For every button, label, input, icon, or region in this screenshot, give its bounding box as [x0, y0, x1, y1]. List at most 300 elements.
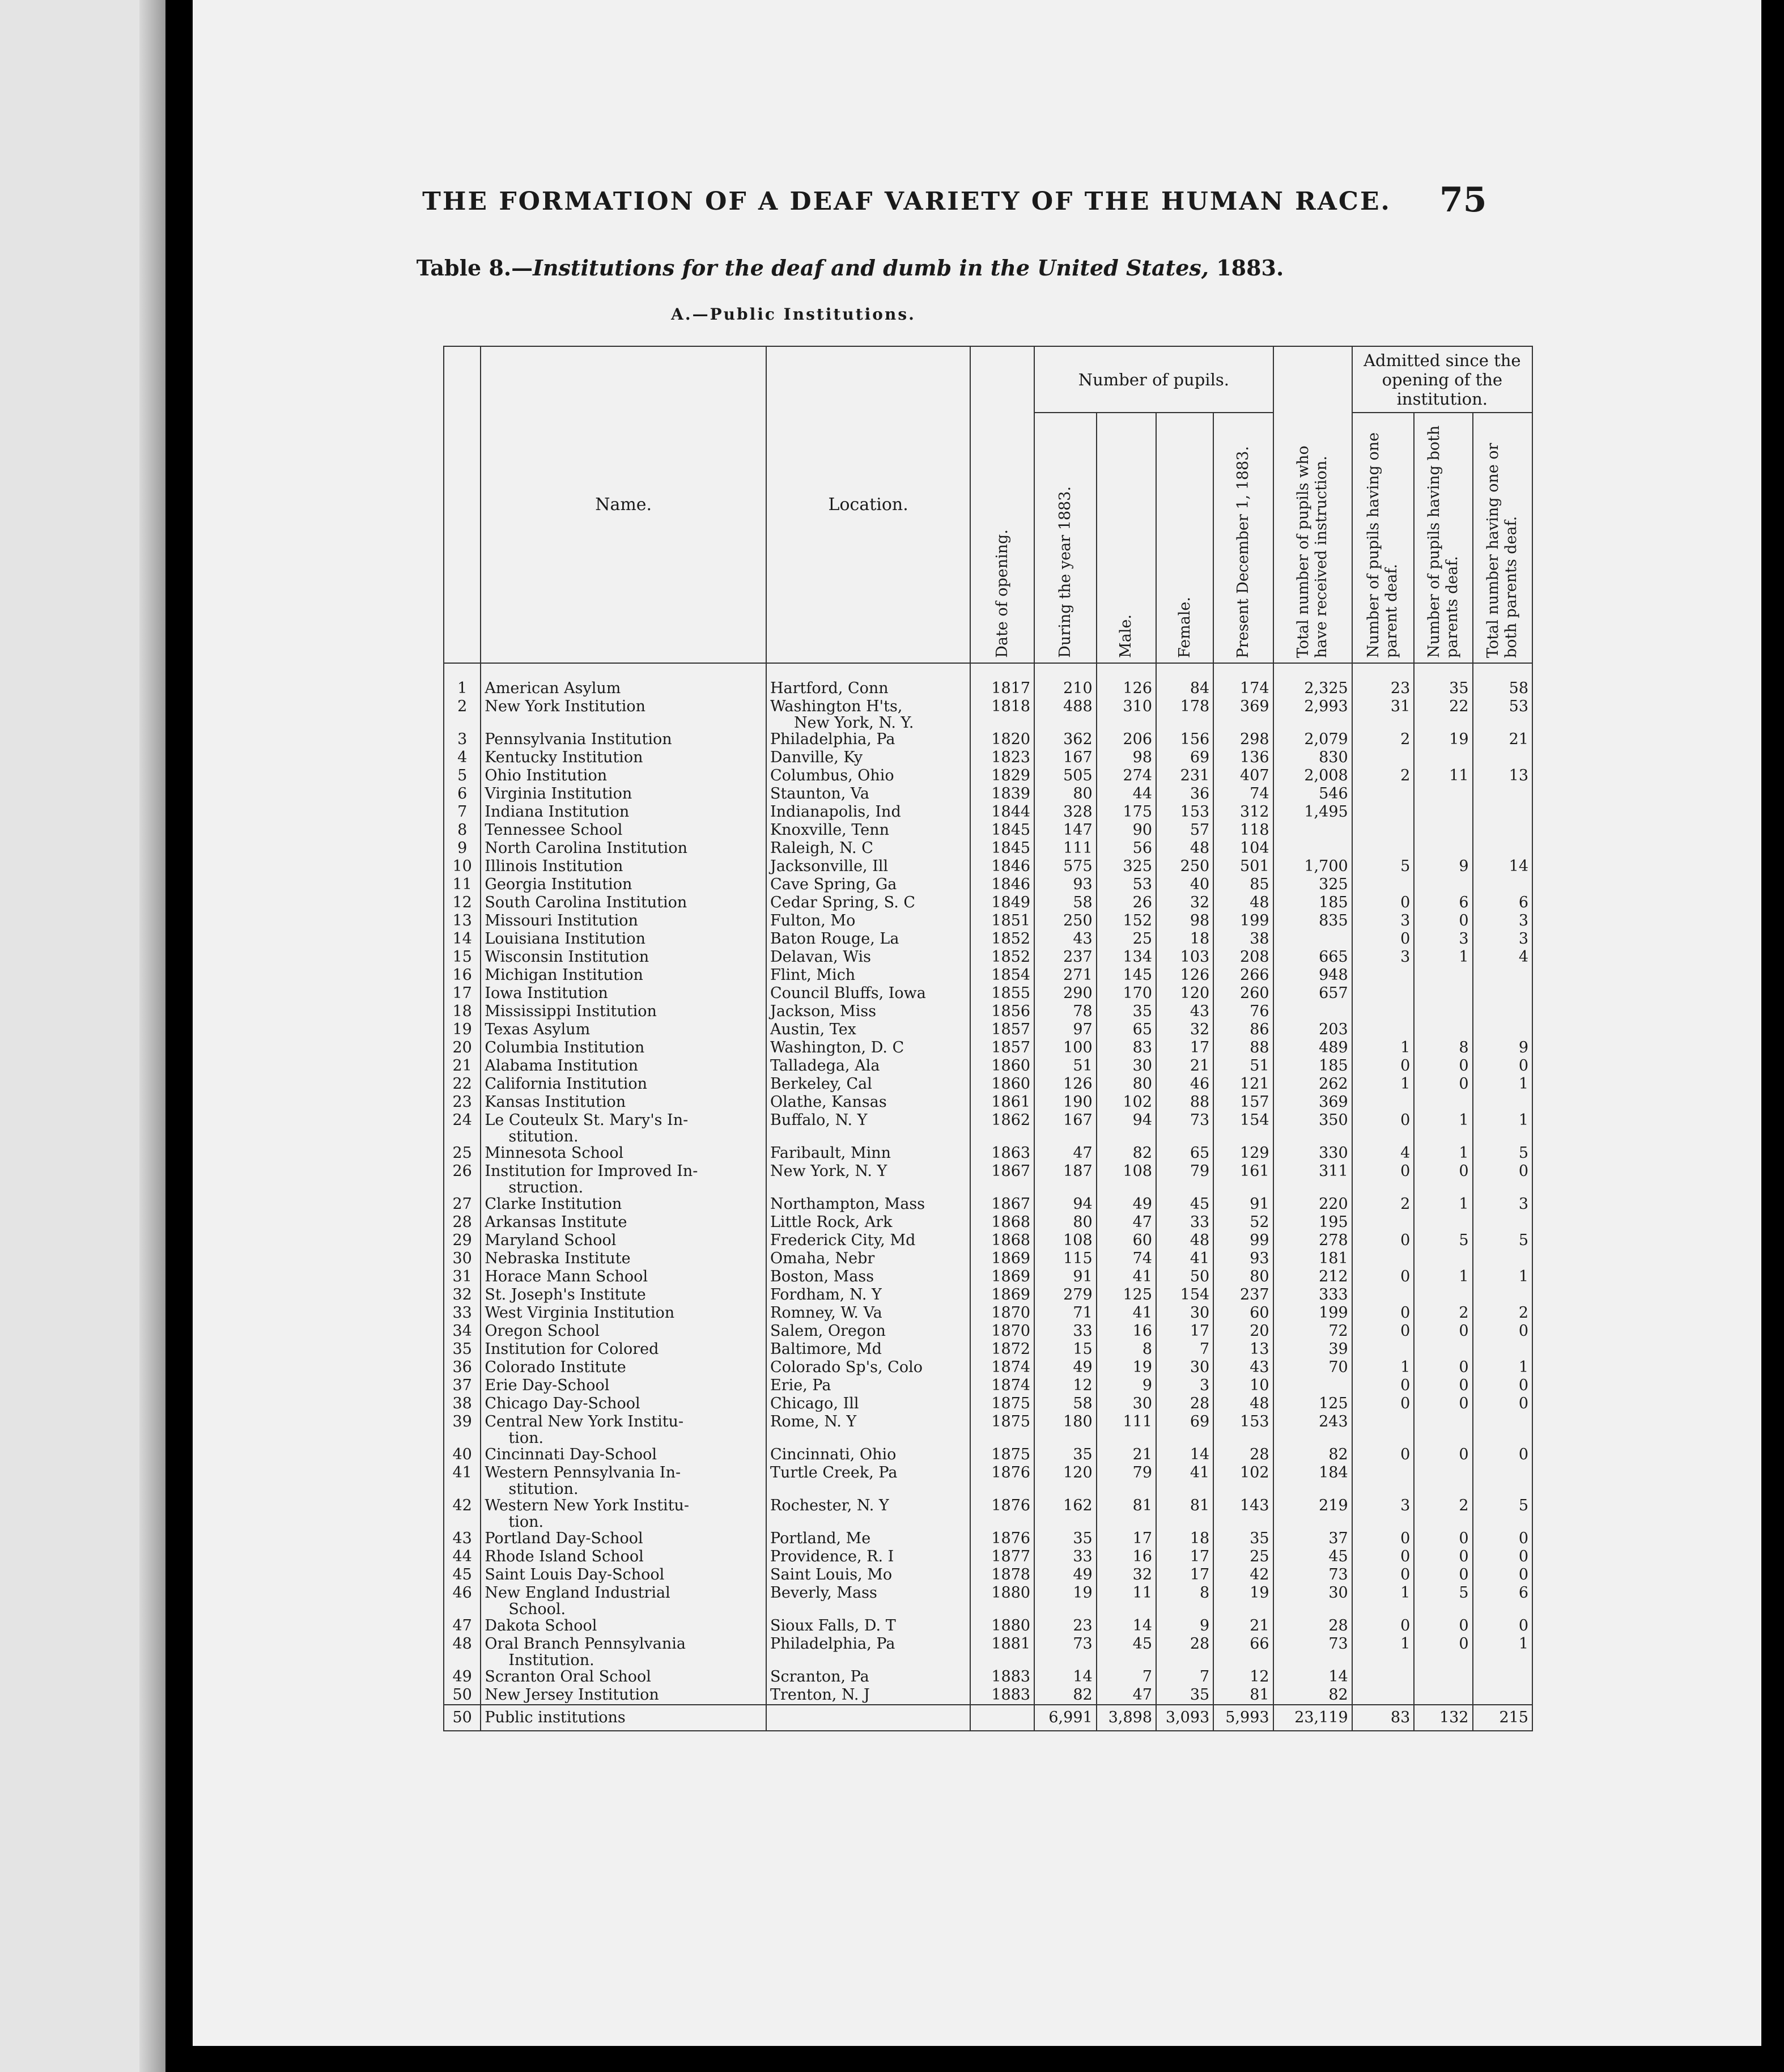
total-received-cell — [1273, 1377, 1352, 1395]
institution-name-cell: California Institution — [481, 1075, 766, 1093]
institution-name-continuation: tion. — [481, 1515, 766, 1530]
pupils-present-cell: 501 — [1213, 857, 1273, 876]
header-present — [1213, 413, 1273, 663]
pupils-female-cell: 17 — [1156, 1566, 1213, 1584]
pupils-during-year-cell: 73 — [1034, 1635, 1097, 1653]
empty-cell — [1034, 716, 1097, 731]
location-cell: Columbus, Ohio — [766, 767, 970, 785]
date-of-opening-cell: 1849 — [970, 894, 1034, 912]
pupils-female-cell: 3 — [1156, 1377, 1213, 1395]
table-row — [444, 1340, 1532, 1358]
institution-name-cell: Missouri Institution — [481, 912, 766, 930]
empty-cell — [1352, 1181, 1415, 1195]
both-parents-deaf-cell: 6 — [1414, 894, 1472, 912]
total-received-cell: 39 — [1273, 1340, 1352, 1358]
row-index-cell: 13 — [444, 912, 481, 930]
row-index-cell: 30 — [444, 1250, 481, 1268]
pupils-present-cell: 298 — [1213, 731, 1273, 749]
table-row — [444, 767, 1532, 785]
row-index-cell: 46 — [444, 1584, 481, 1602]
total-parents-deaf-cell: 0 — [1473, 1162, 1533, 1181]
location-cell: Sioux Falls, D. T — [766, 1617, 970, 1635]
pupils-during-year-cell: 100 — [1034, 1039, 1097, 1057]
pupils-female-cell: 43 — [1156, 1003, 1213, 1021]
date-of-opening-cell: 1875 — [970, 1413, 1034, 1431]
total-parents-deaf-cell: 4 — [1473, 948, 1533, 966]
one-parent-deaf-cell: 3 — [1352, 1497, 1415, 1515]
empty-cell — [444, 1431, 481, 1446]
institution-name-cell: Columbia Institution — [481, 1039, 766, 1057]
pupils-present-cell: 81 — [1213, 1686, 1273, 1705]
pupils-male-cell: 94 — [1097, 1111, 1156, 1130]
pupils-female-cell: 250 — [1156, 857, 1213, 876]
pupils-present-cell: 161 — [1213, 1162, 1273, 1181]
both-parents-deaf-cell: 1 — [1414, 1111, 1472, 1130]
pupils-male-cell: 35 — [1097, 1003, 1156, 1021]
pupils-present-cell: 91 — [1213, 1195, 1273, 1213]
table-row-continuation — [444, 1130, 1532, 1144]
both-parents-deaf-cell: 0 — [1414, 1075, 1472, 1093]
empty-cell — [1473, 1602, 1533, 1617]
row-index-cell: 9 — [444, 839, 481, 857]
empty-cell — [481, 716, 766, 731]
institution-name-continuation: stitution. — [481, 1482, 766, 1497]
institution-name-cell: Horace Mann School — [481, 1268, 766, 1286]
empty-cell — [1156, 716, 1213, 731]
one-parent-deaf-cell — [1352, 1021, 1415, 1039]
one-parent-deaf-cell: 1 — [1352, 1039, 1415, 1057]
date-of-opening-cell: 1878 — [970, 1566, 1034, 1584]
pupils-female-cell: 32 — [1156, 1021, 1213, 1039]
row-index-cell: 42 — [444, 1497, 481, 1515]
pupils-male-cell: 26 — [1097, 894, 1156, 912]
table-row — [444, 894, 1532, 912]
pupils-male-cell: 47 — [1097, 1686, 1156, 1705]
total-received-cell — [1273, 839, 1352, 857]
one-parent-deaf-cell: 0 — [1352, 1232, 1415, 1250]
institution-name-cell: Indiana Institution — [481, 803, 766, 821]
pupils-male-cell: 41 — [1097, 1304, 1156, 1322]
both-parents-deaf-cell — [1414, 1213, 1472, 1232]
total-parents-deaf-cell: 0 — [1473, 1530, 1533, 1548]
pupils-present-cell: 42 — [1213, 1566, 1273, 1584]
empty-cell — [1097, 1431, 1156, 1446]
totals-row — [444, 1705, 1532, 1731]
pupils-present-cell: 199 — [1213, 912, 1273, 930]
pupils-present-cell: 52 — [1213, 1213, 1273, 1232]
empty-cell — [1414, 716, 1472, 731]
pupils-male-cell: 21 — [1097, 1446, 1156, 1464]
both-parents-deaf-cell: 0 — [1414, 1446, 1472, 1464]
location-cell: Trenton, N. J — [766, 1686, 970, 1705]
table-row — [444, 731, 1532, 749]
pupils-female-cell: 45 — [1156, 1195, 1213, 1213]
total-received-cell: 181 — [1273, 1250, 1352, 1268]
date-of-opening-cell: 1860 — [970, 1075, 1034, 1093]
both-parents-deaf-cell — [1414, 1464, 1472, 1482]
totals-one-parent: 83 — [1352, 1705, 1415, 1731]
row-index-cell: 15 — [444, 948, 481, 966]
pupils-present-cell: 35 — [1213, 1530, 1273, 1548]
one-parent-deaf-cell — [1352, 785, 1415, 803]
pupils-female-cell: 84 — [1156, 663, 1213, 698]
pupils-present-cell: 20 — [1213, 1322, 1273, 1340]
one-parent-deaf-cell: 0 — [1352, 1446, 1415, 1464]
institution-name-cell: Erie Day-School — [481, 1377, 766, 1395]
both-parents-deaf-cell — [1414, 1021, 1472, 1039]
total-parents-deaf-cell — [1473, 876, 1533, 894]
pupils-present-cell: 174 — [1213, 663, 1273, 698]
pupils-present-cell: 157 — [1213, 1093, 1273, 1111]
both-parents-deaf-cell: 0 — [1414, 1358, 1472, 1377]
header-both-parents — [1414, 413, 1472, 663]
pupils-female-cell: 14 — [1156, 1446, 1213, 1464]
pupils-female-cell: 40 — [1156, 876, 1213, 894]
pupils-present-cell: 136 — [1213, 749, 1273, 767]
pupils-male-cell: 60 — [1097, 1232, 1156, 1250]
pupils-female-cell: 28 — [1156, 1395, 1213, 1413]
table-row — [444, 1413, 1532, 1431]
pupils-male-cell: 152 — [1097, 912, 1156, 930]
both-parents-deaf-cell — [1414, 1250, 1472, 1268]
institution-name-cell: New Jersey Institution — [481, 1686, 766, 1705]
empty-cell — [1352, 1130, 1415, 1144]
pupils-male-cell: 7 — [1097, 1668, 1156, 1686]
total-parents-deaf-cell — [1473, 839, 1533, 857]
total-received-cell: 369 — [1273, 1093, 1352, 1111]
row-index-cell: 19 — [444, 1021, 481, 1039]
pupils-female-cell: 33 — [1156, 1213, 1213, 1232]
table-row — [444, 1195, 1532, 1213]
pupils-female-cell: 231 — [1156, 767, 1213, 785]
pupils-during-year-cell: 82 — [1034, 1686, 1097, 1705]
total-parents-deaf-cell — [1473, 1286, 1533, 1304]
institution-name-cell: Tennessee School — [481, 821, 766, 839]
institution-name-cell: Cincinnati Day-School — [481, 1446, 766, 1464]
empty-cell — [1414, 1181, 1472, 1195]
row-index-cell: 38 — [444, 1395, 481, 1413]
row-index-cell: 17 — [444, 984, 481, 1003]
one-parent-deaf-cell — [1352, 876, 1415, 894]
one-parent-deaf-cell: 1 — [1352, 1584, 1415, 1602]
total-parents-deaf-cell: 9 — [1473, 1039, 1533, 1057]
row-index-cell: 6 — [444, 785, 481, 803]
row-index-cell: 20 — [444, 1039, 481, 1057]
table-row — [444, 803, 1532, 821]
date-of-opening-cell: 1818 — [970, 698, 1034, 716]
institution-name-cell: Oral Branch Pennsylvania — [481, 1635, 766, 1653]
header-both-parents-text: Number of pupils having both parents deaf. — [1425, 425, 1461, 658]
location-cell: Buffalo, N. Y — [766, 1111, 970, 1130]
location-cell: Talladega, Ala — [766, 1057, 970, 1075]
table-row — [444, 1075, 1532, 1093]
pupils-during-year-cell: 80 — [1034, 1213, 1097, 1232]
date-of-opening-cell: 1870 — [970, 1304, 1034, 1322]
location-cell: Cincinnati, Ohio — [766, 1446, 970, 1464]
location-cell: Colorado Sp's, Colo — [766, 1358, 970, 1377]
table-row — [444, 1003, 1532, 1021]
pupils-during-year-cell: 237 — [1034, 948, 1097, 966]
pupils-female-cell: 153 — [1156, 803, 1213, 821]
total-parents-deaf-cell — [1473, 1250, 1533, 1268]
row-index-cell: 50 — [444, 1686, 481, 1705]
both-parents-deaf-cell: 1 — [1414, 1195, 1472, 1213]
total-parents-deaf-cell: 58 — [1473, 663, 1533, 698]
one-parent-deaf-cell: 0 — [1352, 1057, 1415, 1075]
pupils-during-year-cell: 210 — [1034, 663, 1097, 698]
one-parent-deaf-cell: 0 — [1352, 1530, 1415, 1548]
row-index-cell: 44 — [444, 1548, 481, 1566]
both-parents-deaf-cell — [1414, 1686, 1472, 1705]
empty-cell — [1414, 1515, 1472, 1530]
empty-cell — [1097, 1515, 1156, 1530]
empty-cell — [444, 1653, 481, 1668]
total-received-cell: 546 — [1273, 785, 1352, 803]
header-total-received-text: Total number of pupils who have received instruction. — [1294, 445, 1331, 658]
date-of-opening-cell: 1870 — [970, 1322, 1034, 1340]
location-cell: Rochester, N. Y — [766, 1497, 970, 1515]
location-cell: Scranton, Pa — [766, 1668, 970, 1686]
empty-cell — [1273, 716, 1352, 731]
location-cell: Berkeley, Cal — [766, 1075, 970, 1093]
empty-cell — [1034, 1482, 1097, 1497]
location-cell: Boston, Mass — [766, 1268, 970, 1286]
institution-name-continuation: School. — [481, 1602, 766, 1617]
empty-cell — [1273, 1482, 1352, 1497]
pupils-male-cell: 53 — [1097, 876, 1156, 894]
date-of-opening-cell: 1855 — [970, 984, 1034, 1003]
empty-cell — [766, 1515, 970, 1530]
pupils-during-year-cell: 33 — [1034, 1322, 1097, 1340]
row-index-cell: 48 — [444, 1635, 481, 1653]
date-of-opening-cell: 1846 — [970, 876, 1034, 894]
row-index-cell: 40 — [444, 1446, 481, 1464]
empty-cell — [970, 1431, 1034, 1446]
totals-total-received: 23,119 — [1273, 1705, 1352, 1731]
pupils-male-cell: 170 — [1097, 984, 1156, 1003]
row-index-cell: 5 — [444, 767, 481, 785]
both-parents-deaf-cell: 5 — [1414, 1584, 1472, 1602]
location-cell: Cedar Spring, S. C — [766, 894, 970, 912]
both-parents-deaf-cell: 22 — [1414, 698, 1472, 716]
institution-name-cell: Le Couteulx St. Mary's In- — [481, 1111, 766, 1130]
pupils-female-cell: 18 — [1156, 930, 1213, 948]
location-cell: Northampton, Mass — [766, 1195, 970, 1213]
table-row — [444, 948, 1532, 966]
pupils-during-year-cell: 51 — [1034, 1057, 1097, 1075]
date-of-opening-cell: 1875 — [970, 1395, 1034, 1413]
row-index-cell: 24 — [444, 1111, 481, 1130]
date-of-opening-cell: 1856 — [970, 1003, 1034, 1021]
institution-name-cell: Iowa Institution — [481, 984, 766, 1003]
empty-cell — [1473, 1482, 1533, 1497]
pupils-male-cell: 14 — [1097, 1617, 1156, 1635]
empty-cell — [1097, 1602, 1156, 1617]
table-row — [444, 1497, 1532, 1515]
pupils-during-year-cell: 115 — [1034, 1250, 1097, 1268]
row-index-cell: 41 — [444, 1464, 481, 1482]
institution-name-cell: Institution for Colored — [481, 1340, 766, 1358]
pupils-during-year-cell: 12 — [1034, 1377, 1097, 1395]
row-index-cell: 34 — [444, 1322, 481, 1340]
totals-index: 50 — [444, 1705, 481, 1731]
empty-cell — [1352, 1653, 1415, 1668]
date-of-opening-cell: 1868 — [970, 1232, 1034, 1250]
table-row — [444, 1668, 1532, 1686]
table-title — [227, 255, 1473, 281]
total-parents-deaf-cell: 3 — [1473, 1195, 1533, 1213]
pupils-female-cell: 41 — [1156, 1464, 1213, 1482]
pupils-present-cell: 153 — [1213, 1413, 1273, 1431]
location-cell: Providence, R. I — [766, 1548, 970, 1566]
total-received-cell: 665 — [1273, 948, 1352, 966]
date-of-opening-cell: 1876 — [970, 1497, 1034, 1515]
empty-cell — [970, 1653, 1034, 1668]
pupils-present-cell: 48 — [1213, 894, 1273, 912]
pupils-present-cell: 66 — [1213, 1635, 1273, 1653]
header-name: Name. — [481, 346, 766, 663]
total-parents-deaf-cell — [1473, 1464, 1533, 1482]
table-row-continuation — [444, 1515, 1532, 1530]
date-of-opening-cell: 1852 — [970, 948, 1034, 966]
pupils-during-year-cell: 23 — [1034, 1617, 1097, 1635]
total-received-cell: 37 — [1273, 1530, 1352, 1548]
pupils-male-cell: 134 — [1097, 948, 1156, 966]
header-female-text: Female. — [1175, 596, 1193, 658]
table-row — [444, 966, 1532, 984]
date-of-opening-cell: 1862 — [970, 1111, 1034, 1130]
date-of-opening-cell: 1845 — [970, 839, 1034, 857]
pupils-male-cell: 25 — [1097, 930, 1156, 948]
total-received-cell: 185 — [1273, 1057, 1352, 1075]
total-parents-deaf-cell — [1473, 785, 1533, 803]
both-parents-deaf-cell: 5 — [1414, 1232, 1472, 1250]
row-index-cell: 35 — [444, 1340, 481, 1358]
date-of-opening-cell: 1820 — [970, 731, 1034, 749]
header-total-received — [1273, 346, 1352, 663]
header-male — [1097, 413, 1156, 663]
pupils-male-cell: 102 — [1097, 1093, 1156, 1111]
both-parents-deaf-cell: 0 — [1414, 1162, 1472, 1181]
location-cell: Portland, Me — [766, 1530, 970, 1548]
row-index-cell: 31 — [444, 1268, 481, 1286]
pupils-female-cell: 48 — [1156, 1232, 1213, 1250]
total-parents-deaf-cell: 0 — [1473, 1377, 1533, 1395]
table-row-continuation — [444, 1181, 1532, 1195]
pupils-present-cell: 21 — [1213, 1617, 1273, 1635]
header-one-parent-text: Number of pupils having one parent deaf. — [1365, 432, 1401, 658]
pupils-during-year-cell: 575 — [1034, 857, 1097, 876]
table-row — [444, 1530, 1532, 1548]
one-parent-deaf-cell: 0 — [1352, 1111, 1415, 1130]
pupils-female-cell: 120 — [1156, 984, 1213, 1003]
pupils-female-cell: 30 — [1156, 1358, 1213, 1377]
institution-name-cell: St. Joseph's Institute — [481, 1286, 766, 1304]
one-parent-deaf-cell: 4 — [1352, 1144, 1415, 1162]
institution-name-cell: Ohio Institution — [481, 767, 766, 785]
both-parents-deaf-cell: 0 — [1414, 1322, 1472, 1340]
pupils-female-cell: 17 — [1156, 1039, 1213, 1057]
pupils-female-cell: 28 — [1156, 1635, 1213, 1653]
date-of-opening-cell: 1880 — [970, 1584, 1034, 1602]
location-cell: Delavan, Wis — [766, 948, 970, 966]
both-parents-deaf-cell: 2 — [1414, 1304, 1472, 1322]
pupils-male-cell: 81 — [1097, 1497, 1156, 1515]
date-of-opening-cell: 1876 — [970, 1530, 1034, 1548]
one-parent-deaf-cell: 0 — [1352, 1548, 1415, 1566]
date-of-opening-cell: 1845 — [970, 821, 1034, 839]
table-row — [444, 698, 1532, 716]
pupils-present-cell: 28 — [1213, 1446, 1273, 1464]
institution-name-cell: New York Institution — [481, 698, 766, 716]
total-parents-deaf-cell: 6 — [1473, 894, 1533, 912]
row-index-cell: 36 — [444, 1358, 481, 1377]
row-index-cell: 7 — [444, 803, 481, 821]
table-row — [444, 1021, 1532, 1039]
both-parents-deaf-cell — [1414, 1003, 1472, 1021]
one-parent-deaf-cell — [1352, 749, 1415, 767]
header-total-parents — [1473, 413, 1533, 663]
pupils-male-cell: 310 — [1097, 698, 1156, 716]
pupils-during-year-cell: 80 — [1034, 785, 1097, 803]
pupils-present-cell: 407 — [1213, 767, 1273, 785]
pupils-during-year-cell: 49 — [1034, 1358, 1097, 1377]
table-row — [444, 1584, 1532, 1602]
date-of-opening-cell: 1852 — [970, 930, 1034, 948]
empty-cell — [1213, 1653, 1273, 1668]
table-row — [444, 1144, 1532, 1162]
pupils-present-cell: 118 — [1213, 821, 1273, 839]
pupils-present-cell: 260 — [1213, 984, 1273, 1003]
table-row-continuation — [444, 1653, 1532, 1668]
total-received-cell: 185 — [1273, 894, 1352, 912]
pupils-male-cell: 11 — [1097, 1584, 1156, 1602]
institution-name-cell: Wisconsin Institution — [481, 948, 766, 966]
pupils-present-cell: 104 — [1213, 839, 1273, 857]
row-index-cell: 18 — [444, 1003, 481, 1021]
both-parents-deaf-cell: 2 — [1414, 1497, 1472, 1515]
date-of-opening-cell: 1883 — [970, 1668, 1034, 1686]
one-parent-deaf-cell — [1352, 1286, 1415, 1304]
total-parents-deaf-cell: 0 — [1473, 1322, 1533, 1340]
pupils-during-year-cell: 108 — [1034, 1232, 1097, 1250]
total-received-cell: 350 — [1273, 1111, 1352, 1130]
both-parents-deaf-cell — [1414, 1340, 1472, 1358]
total-received-cell: 82 — [1273, 1446, 1352, 1464]
location-cell: Fordham, N. Y — [766, 1286, 970, 1304]
institution-name-cell: Central New York Institu- — [481, 1413, 766, 1431]
both-parents-deaf-cell — [1414, 785, 1472, 803]
table-row — [444, 663, 1532, 698]
institution-name-continuation: tion. — [481, 1431, 766, 1446]
institution-name-cell: North Carolina Institution — [481, 839, 766, 857]
one-parent-deaf-cell — [1352, 1668, 1415, 1686]
both-parents-deaf-cell — [1414, 876, 1472, 894]
location-cell: Washington, D. C — [766, 1039, 970, 1057]
pupils-female-cell: 65 — [1156, 1144, 1213, 1162]
pupils-male-cell: 175 — [1097, 803, 1156, 821]
pupils-male-cell: 17 — [1097, 1530, 1156, 1548]
one-parent-deaf-cell — [1352, 1340, 1415, 1358]
pupils-present-cell: 93 — [1213, 1250, 1273, 1268]
pupils-during-year-cell: 290 — [1034, 984, 1097, 1003]
total-received-cell: 125 — [1273, 1395, 1352, 1413]
pupils-during-year-cell: 14 — [1034, 1668, 1097, 1686]
empty-cell — [970, 1482, 1034, 1497]
one-parent-deaf-cell — [1352, 1686, 1415, 1705]
empty-cell — [1414, 1482, 1472, 1497]
institution-name-cell: Maryland School — [481, 1232, 766, 1250]
